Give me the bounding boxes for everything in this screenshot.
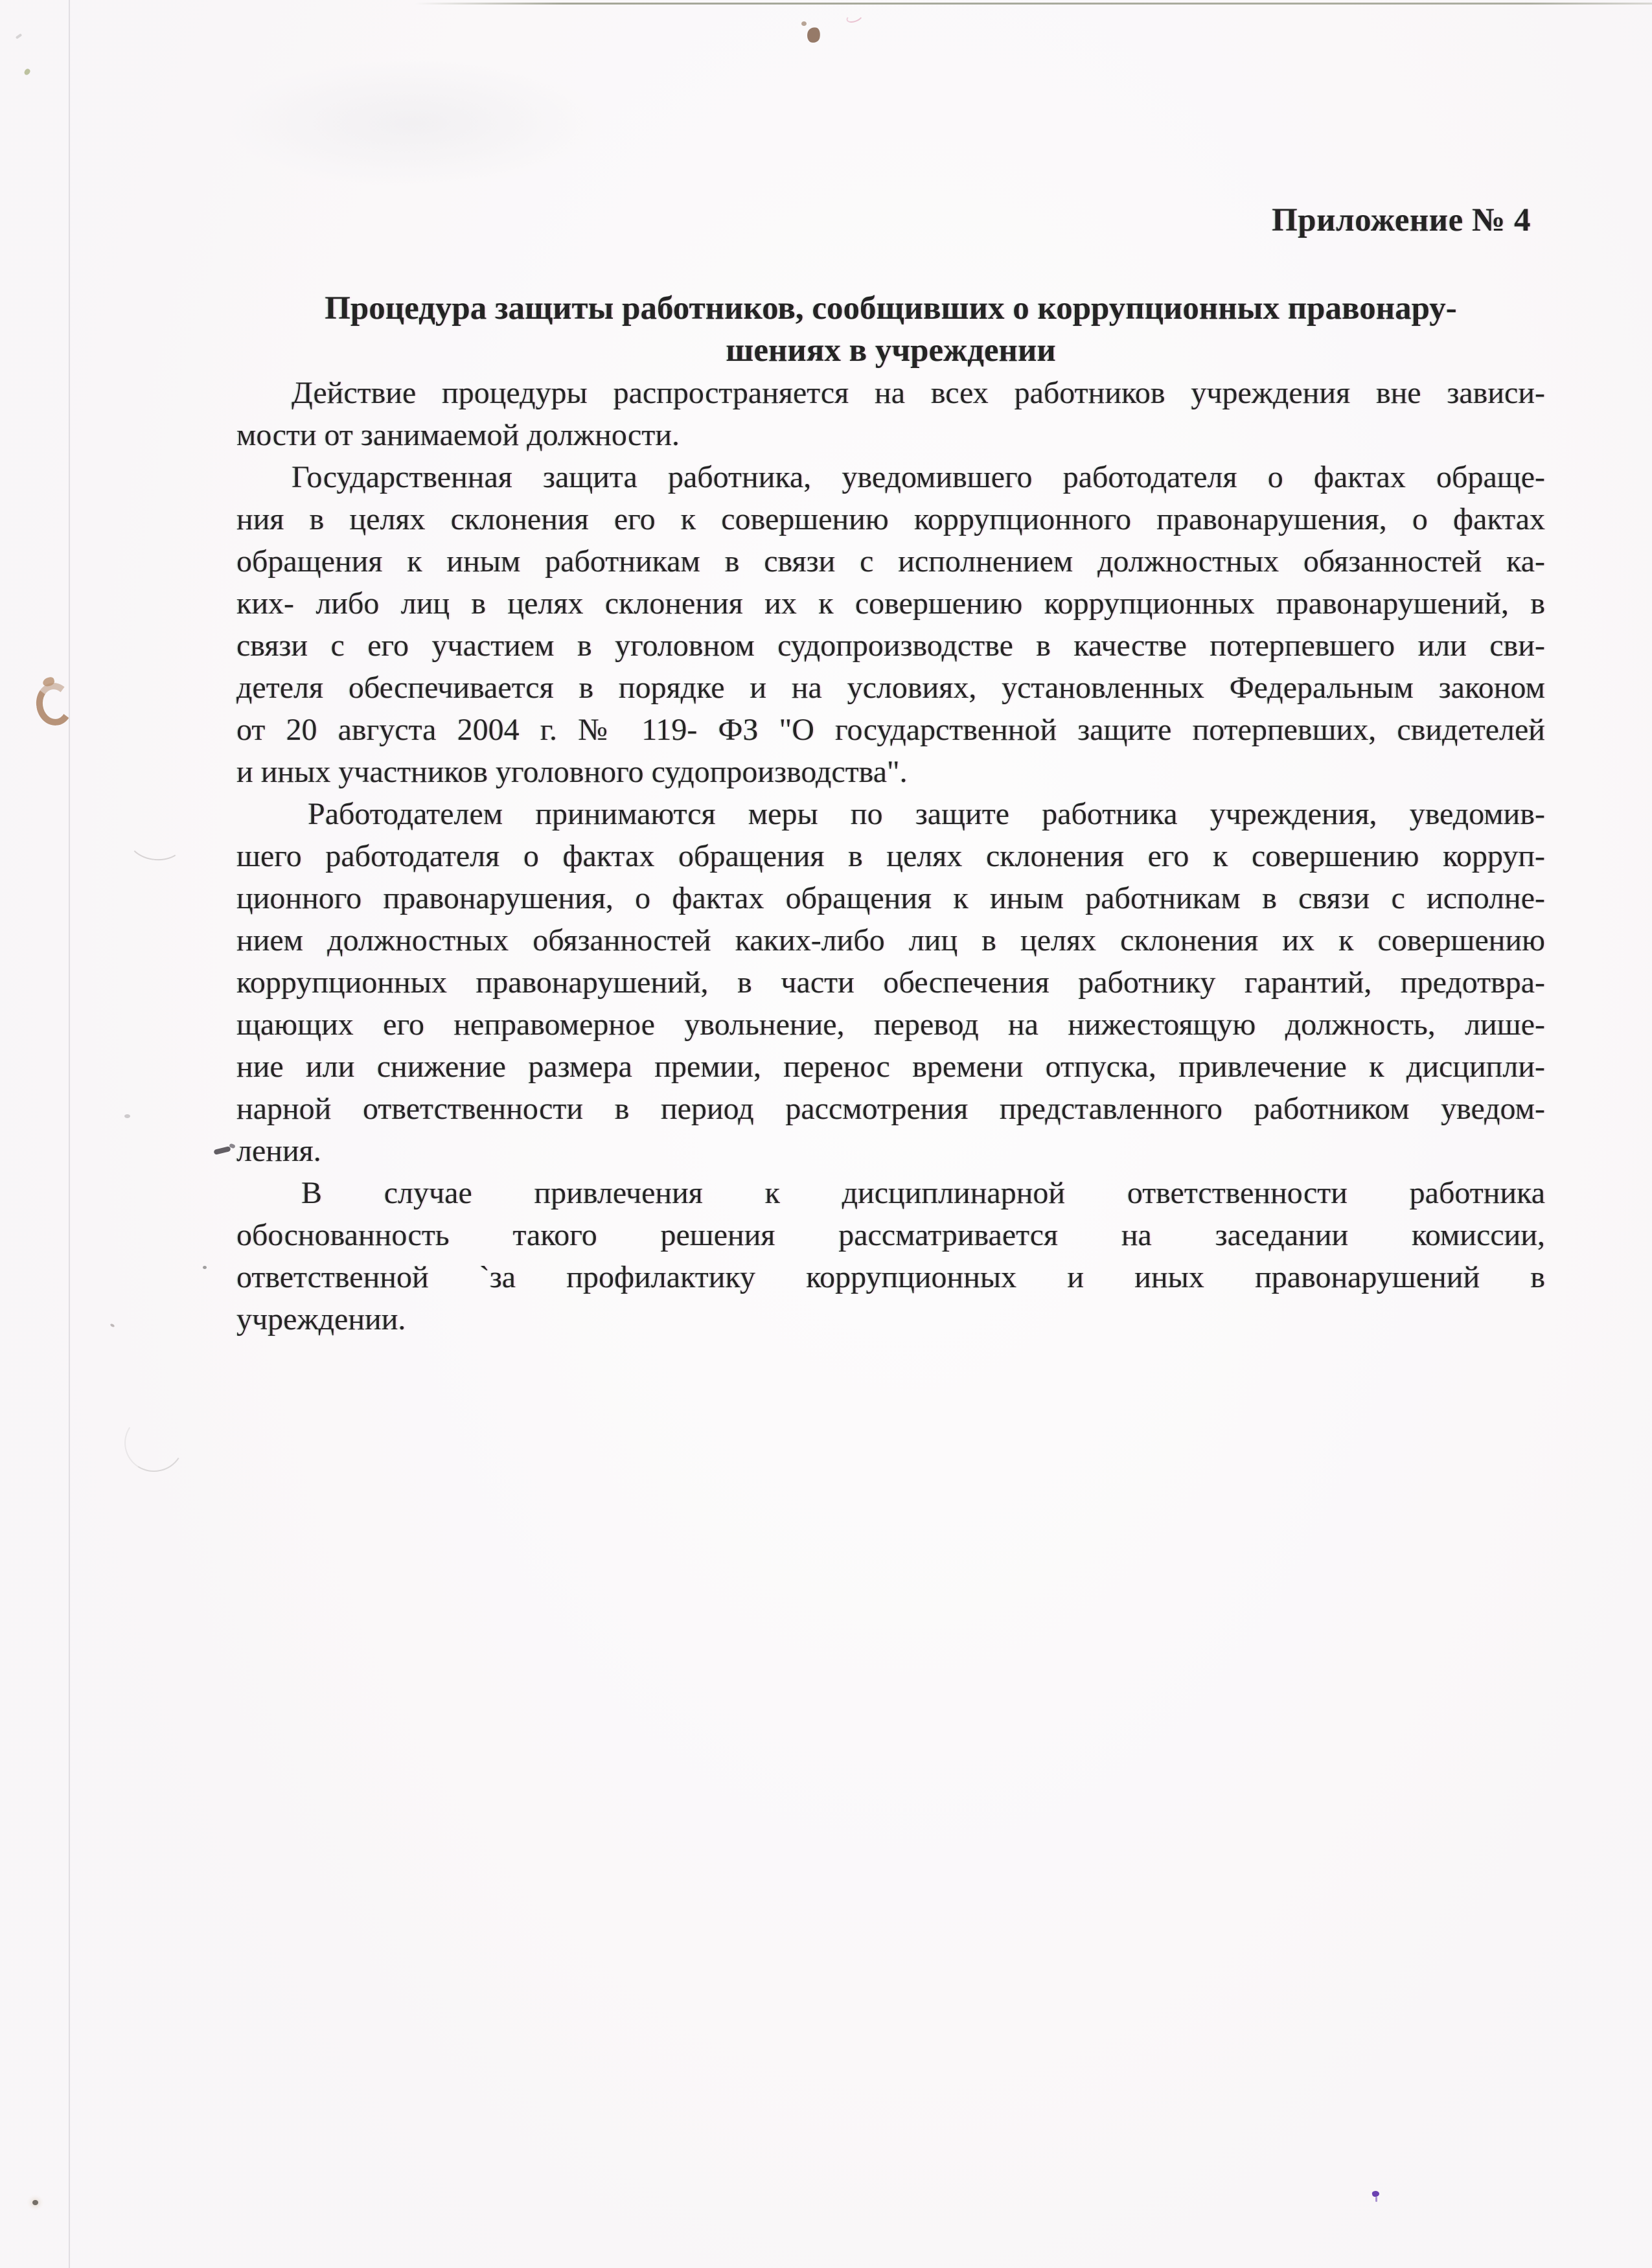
scan-speck-icon xyxy=(203,1266,207,1269)
pen-dash-mark xyxy=(229,1143,236,1149)
body-line: Государственная защита работника, уведомившего работодателя о фактах обраще- xyxy=(292,460,1545,494)
body-line: и иных участников уголовного судопроизводства". xyxy=(236,755,908,789)
body-line: В случае привлечения к дисциплинарной ответственности работника xyxy=(301,1176,1545,1210)
body-line: детеля обеспечивается в порядке и на условиях, установленных Федеральным законом xyxy=(236,670,1545,705)
paper-crease-mark xyxy=(119,1408,190,1477)
paper-fold-line xyxy=(69,0,70,2268)
scan-speck-icon xyxy=(109,1323,115,1328)
brown-smudge-icon xyxy=(42,676,56,687)
paper-crease-mark xyxy=(126,819,186,864)
body-line: ких- либо лиц в целях склонения их к совершению коррупционных правонарушений, в xyxy=(236,586,1545,621)
body-line: от 20 августа 2004 г. № 119- ФЗ "О государственной защите потерпевших, свидетелей xyxy=(236,713,1545,747)
document-body xyxy=(236,288,1545,1340)
body-line: ционного правонарушения, о фактах обращения к иным работникам в связи с исполне- xyxy=(236,881,1545,915)
pen-dash-mark xyxy=(213,1146,231,1155)
body-line: коррупционных правонарушений, в части обеспечения работнику гарантий, предотвра- xyxy=(236,965,1545,1000)
body-line: нием должностных обязанностей каких-либо лиц в целях склонения их к совершению xyxy=(236,923,1545,957)
body-line: Работодателем принимаются меры по защите работника учреждения, уведомив- xyxy=(308,797,1545,831)
scan-speck-icon xyxy=(124,1114,130,1118)
body-line: шего работодателя о фактах обращения в целях склонения его к совершению корруп- xyxy=(236,839,1545,873)
ink-blot-icon xyxy=(801,21,807,26)
ink-speck-icon xyxy=(1375,2197,1377,2202)
body-line: нарной ответственности в период рассмотрения представленного работником уведом- xyxy=(236,1092,1545,1126)
document-title-line: Процедура защиты работников, сообщивших о коррупционных правонару- xyxy=(325,290,1457,326)
body-line: Действие процедуры распространяется на всех работников учреждения вне зависи- xyxy=(292,376,1545,410)
body-line: ние или снижение размера премии, перенос времени отпуска, привлечение к дисципли- xyxy=(236,1049,1545,1084)
document-title-line: шениях в учреждении xyxy=(726,332,1056,369)
body-line: щающих его неправомерное увольнение, перевод на нижестоящую должность, лише- xyxy=(236,1007,1545,1042)
scan-speck-icon xyxy=(16,33,22,39)
scan-smudge-icon xyxy=(845,10,864,25)
body-line: ния в целях склонения его к совершению коррупционного правонарушения, о фактах xyxy=(236,502,1545,536)
body-line: связи с его участием в уголовном судопроизводстве в качестве потерпевшего или сви- xyxy=(236,628,1545,663)
ink-speck-icon xyxy=(1371,2190,1379,2197)
body-line: обращения к иным работникам в связи с исполнением должностных обязанностей ка- xyxy=(236,544,1545,578)
ink-blot-icon xyxy=(806,26,822,44)
appendix-label: Приложение № 4 xyxy=(1272,202,1531,238)
body-line: ления. xyxy=(236,1134,321,1168)
body-line: ответственной `за профилактику коррупционных и иных правонарушений в xyxy=(236,1260,1545,1294)
scan-speck-icon xyxy=(23,68,31,76)
body-line: учреждении. xyxy=(236,1302,406,1336)
scan-speck-icon xyxy=(32,2200,38,2205)
scan-top-edge-line xyxy=(415,3,1652,5)
body-line: обоснованность такого решения рассматривается на заседании комиссии, xyxy=(236,1218,1545,1252)
body-line: мости от занимаемой должности. xyxy=(236,418,680,452)
brown-smudge-icon xyxy=(34,680,76,727)
